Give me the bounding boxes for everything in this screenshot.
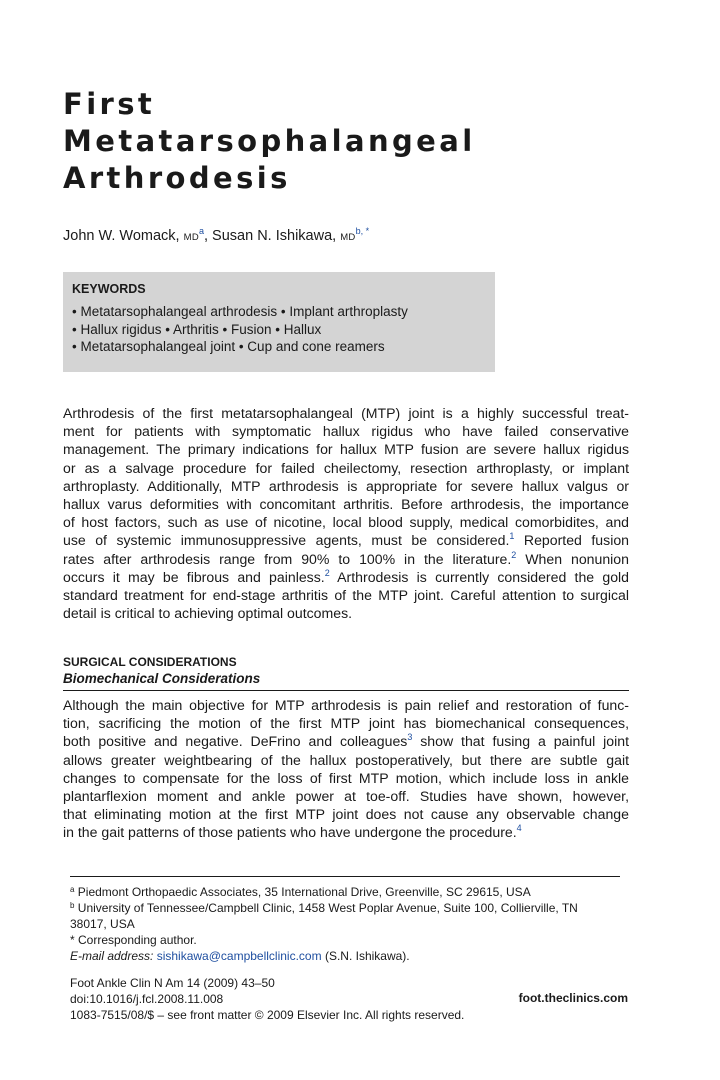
text-line: allows greater weightbearing of the hallux postoperatively, but there are subtle gait — [63, 751, 629, 768]
footnote-affiliation-a — [70, 884, 630, 900]
keyword-line: • Metatarsophalangeal arthrodesis • Implant arthroplasty — [72, 304, 408, 319]
text-line: ment for patients with symptomatic hallux rigidus who have failed conservative — [63, 423, 629, 440]
corresponding-author-note: * Corresponding author. — [70, 933, 197, 947]
affiliation-link[interactable]: a — [198, 226, 204, 236]
text-line: management. The primary indications for hallux MTP fusion are severe hallux rigidus — [63, 441, 629, 458]
footnote-text: University of Tennessee/Campbell Clinic, 1458 West Poplar Avenue, Suite 100, Collierville, TN — [74, 901, 578, 915]
reference-link[interactable]: 3 — [407, 732, 413, 743]
reference-link[interactable]: 1 — [509, 531, 515, 542]
email-label: E-mail address: — [70, 949, 157, 963]
keywords-box — [63, 272, 495, 372]
article-title — [63, 86, 663, 197]
copyright-line: 1083-7515/08/$ – see front matter © 2009 Elsevier Inc. All rights reserved. — [70, 1008, 465, 1022]
text-line — [63, 823, 629, 841]
text-line: tion, sacrificing the motion of the first MTP joint has biomechanical consequences, — [63, 715, 629, 732]
text-line: arthroplasty. Additionally, MTP arthrodesis is appropriate for severe hallux valgus or — [63, 477, 629, 494]
keyword-line: • Hallux rigidus • Arthritis • Fusion • Hallux — [72, 322, 322, 337]
footnote-text: Piedmont Orthopaedic Associates, 35 International Drive, Greenville, SC 29615, USA — [74, 885, 531, 899]
text-fragment: both positive and negative. DeFrino and colleagues — [63, 733, 408, 750]
text-line — [63, 568, 629, 586]
reference-link[interactable]: 4 — [516, 823, 522, 834]
author-degree: MD — [340, 232, 356, 243]
text-line: or as a salvage procedure for failed cheilectomy, resection arthroplasty, or implant — [63, 459, 629, 476]
keywords-heading: KEYWORDS — [72, 282, 146, 296]
text-line: hallux varus deformities with concomitant arthritis. Before arthrodesis, the importance — [63, 495, 629, 512]
text-line: plantarflexion moment and ankle power at toe-off. Studies have shown, however, — [63, 787, 629, 804]
biomechanics-paragraph — [63, 696, 629, 842]
footnote-rule — [70, 876, 620, 877]
title-line: Arthrodesis — [63, 161, 291, 195]
text-line: changes to compensate for the loss of first MTP motion, which include loss in ankle — [63, 769, 629, 786]
journal-website[interactable]: foot.theclinics.com — [518, 991, 628, 1005]
author-name: , Susan N. Ishikawa, — [204, 228, 341, 244]
footnote-affiliation-b-cont: 38017, USA — [70, 917, 135, 931]
author-degree: MD — [183, 232, 199, 243]
intro-paragraph — [63, 404, 629, 622]
footnote-mark: a — [70, 885, 75, 894]
reference-link[interactable]: 2 — [511, 549, 517, 560]
footnote-text: (S.N. Ishikawa). — [321, 949, 410, 963]
keyword-line: • Metatarsophalangeal joint • Cup and cone reamers — [72, 339, 385, 354]
footnote-affiliation-b — [70, 900, 630, 916]
text-line — [63, 550, 629, 568]
text-fragment: Arthrodesis is currently considered the gold — [329, 568, 629, 585]
email-footnote — [70, 948, 630, 964]
affiliation-link[interactable]: b, * — [355, 226, 370, 236]
text-fragment: Reported fusion — [514, 532, 630, 549]
text-line — [63, 531, 629, 549]
footnote-mark: b — [70, 901, 75, 910]
text-line: of host factors, such as use of nicotine, local blood supply, medical comorbidites, and — [63, 514, 629, 531]
journal-citation: Foot Ankle Clin N Am 14 (2009) 43–50 — [70, 976, 275, 990]
subsection-heading: Biomechanical Considerations — [63, 671, 261, 686]
author-name: John W. Womack, — [63, 228, 184, 244]
reference-link[interactable]: 2 — [324, 567, 330, 578]
text-line — [63, 732, 629, 750]
email-link[interactable]: sishikawa@campbellclinic.com — [156, 949, 322, 963]
title-line: Metatarsophalangeal — [63, 124, 476, 158]
text-line: Arthrodesis of the first metatarsophalangeal (MTP) joint is a highly successful treat- — [63, 405, 629, 421]
title-line: First — [63, 87, 156, 121]
text-line: Although the main objective for MTP arthrodesis is pain relief and restoration of func- — [63, 697, 629, 713]
text-line: standard treatment for end-stage arthritis of the MTP joint. Careful attention to surgical — [63, 586, 629, 603]
text-line: detail is critical to achieving optimal outcomes. — [63, 605, 353, 622]
text-fragment: When nonunion — [516, 550, 629, 567]
text-fragment: show that fusing a painful joint — [412, 733, 629, 750]
author-line — [63, 228, 663, 244]
heading-rule — [63, 690, 629, 691]
section-heading: SURGICAL CONSIDERATIONS — [63, 655, 237, 669]
text-line: that eliminating motion at the first MTP joint does not cause any observable change — [63, 806, 629, 823]
doi: doi:10.1016/j.fcl.2008.11.008 — [70, 992, 224, 1006]
text-fragment: use of systemic immunosuppressive agents, must be considered. — [63, 532, 510, 549]
text-fragment: rates after arthrodesis range from 90% to 100% in the literature. — [63, 550, 512, 567]
text-fragment: in the gait patterns of those patients who have undergone the procedure. — [63, 824, 517, 841]
text-fragment: occurs it may be fibrous and painless. — [63, 568, 325, 585]
